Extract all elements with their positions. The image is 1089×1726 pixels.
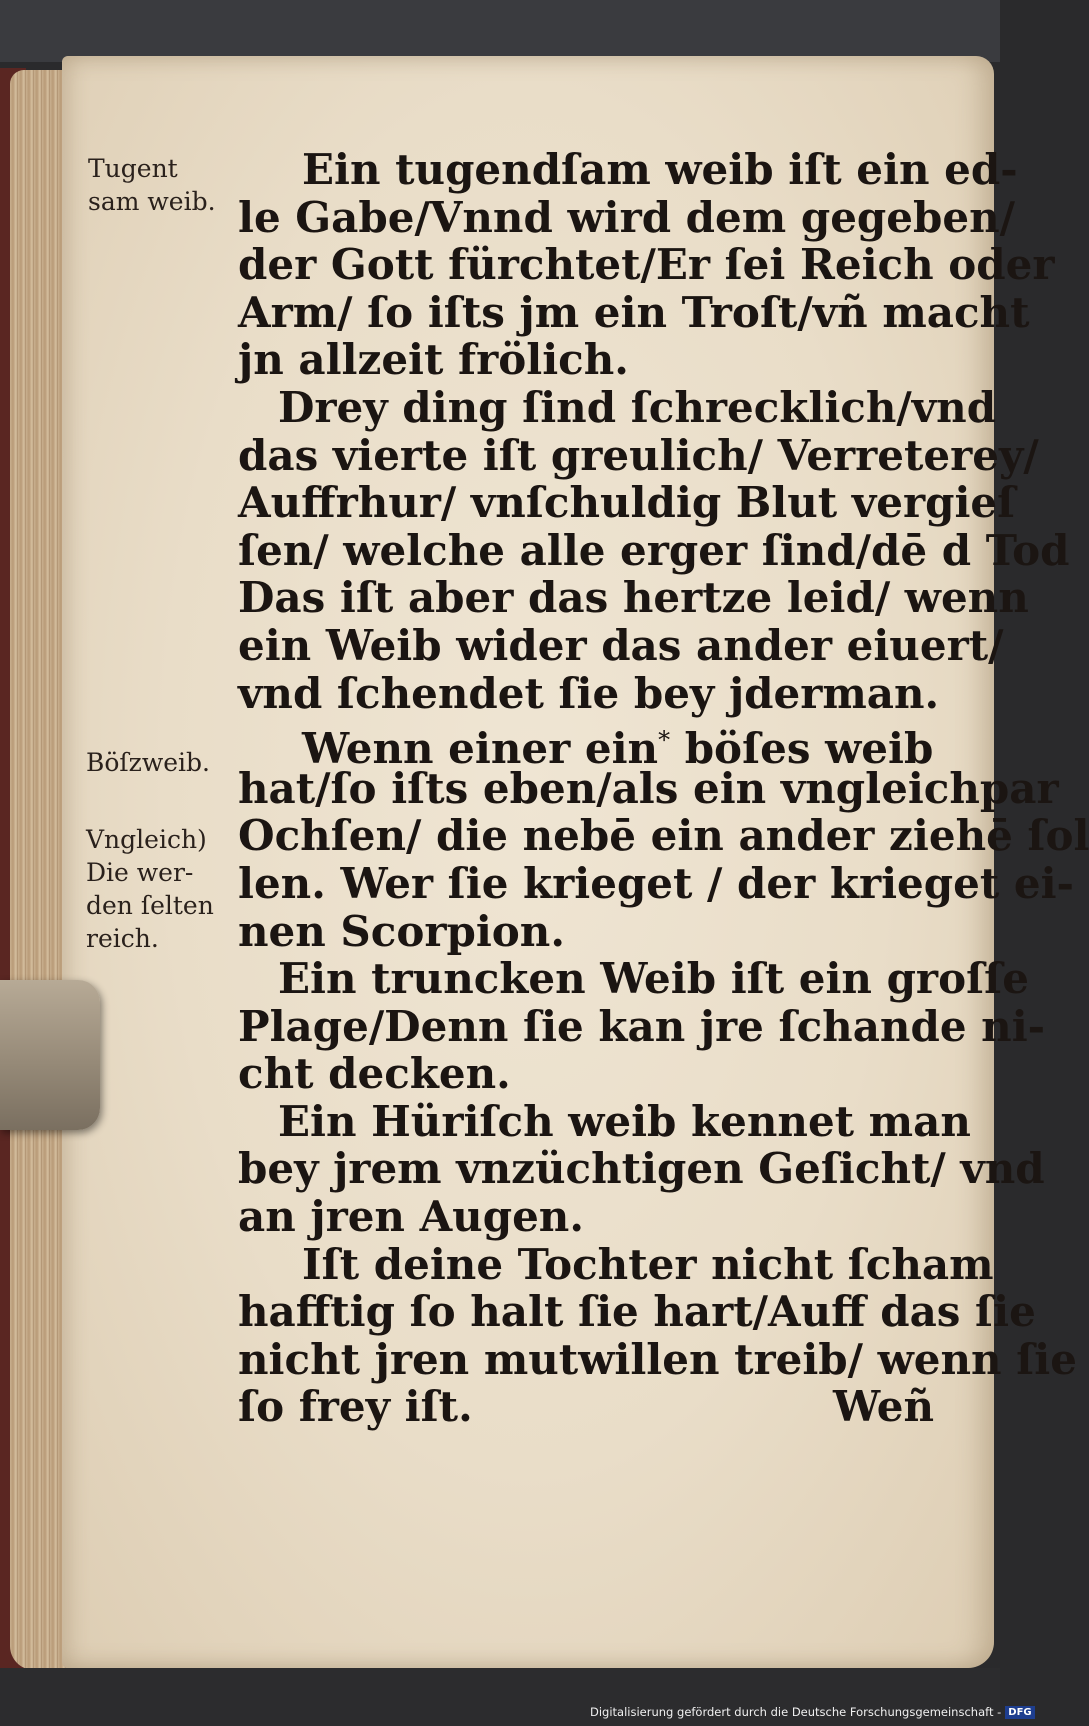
text-line: Ein tugendſam weib iſt ein ed- bbox=[302, 145, 1018, 194]
text-line: Arm/ ſo iſts jm ein Troſt/vñ macht bbox=[238, 287, 1030, 337]
text-line: nen Scorpion. bbox=[238, 906, 565, 956]
text-line: das vierte iſt greulich/ Verreterey/ bbox=[238, 430, 1039, 480]
marginal-line: Die wer- bbox=[86, 858, 194, 887]
text-segment: ſo frey iſt. bbox=[238, 1382, 473, 1432]
text-line: Das iſt aber das hertze leid/ wenn bbox=[238, 573, 1029, 623]
text-line: Ein truncken Weib iſt ein groſſe bbox=[278, 954, 1029, 1004]
text-line: Ein Hüriſch weib kennet man bbox=[278, 1096, 971, 1146]
marginal-note-tugent bbox=[88, 152, 216, 218]
text-segment: Wenn einer ein bbox=[302, 724, 659, 774]
marginal-line: Vngleich) bbox=[86, 825, 207, 854]
text-line: le Gabe/Vnnd wird dem gegeben/ bbox=[238, 192, 1015, 242]
footer-credit bbox=[590, 1705, 1035, 1719]
marginal-note-ungleich bbox=[86, 823, 214, 955]
text-line: hafftig ſo halt ſie hart/Auff das ſie bbox=[238, 1287, 1036, 1337]
text-line: cht decken. bbox=[238, 1049, 511, 1099]
text-line: ein Weib wider das ander eiuert/ bbox=[238, 620, 1004, 670]
marginal-line: den ſelten bbox=[86, 891, 214, 920]
text-line bbox=[238, 1383, 938, 1431]
text-line bbox=[238, 717, 938, 774]
text-segment: böſes weib bbox=[684, 724, 934, 774]
text-line: Plage/Denn ſie kan jre ſchande ni- bbox=[238, 1001, 1046, 1051]
text-line: len. Wer ſie krieget / der krieget ei- bbox=[238, 858, 1074, 908]
page-clip bbox=[0, 980, 100, 1130]
text-line: Auffrhur/ vnſchuldig Blut vergieſ bbox=[238, 478, 1016, 528]
marginal-line: Böſzweib. bbox=[86, 748, 210, 777]
marginal-line: sam weib. bbox=[88, 187, 216, 216]
text-line: Drey ding ſind ſchrecklich/vnd bbox=[278, 382, 997, 432]
text-line: jn allzeit frölich. bbox=[238, 335, 629, 385]
text-line: bey jrem vnzüchtigen Geſicht/ vnd bbox=[238, 1144, 1045, 1194]
text-line: Ochſen/ die nebē ein ander ziehē ſol bbox=[238, 811, 1089, 861]
text-line: nicht jren mutwillen treib/ wenn ſie bbox=[238, 1334, 1077, 1384]
text-line: ſen/ welche alle erger ſind/dē d Tod bbox=[238, 525, 1070, 575]
text-line: Iſt deine Tochter nicht ſcham bbox=[302, 1239, 994, 1289]
footnote-mark: * bbox=[658, 726, 671, 755]
text-line: hat/ſo iſts eben/als ein vngleichpar bbox=[238, 763, 1059, 813]
catchword: Weñ bbox=[833, 1382, 935, 1432]
top-background bbox=[0, 0, 1000, 62]
marginal-line: Tugent bbox=[88, 154, 178, 183]
body-text bbox=[238, 145, 1089, 1432]
footer-credit-text: Digitalisierung gefördert durch die Deutsche Forschungsgemeinschaft - bbox=[590, 1705, 1002, 1719]
text-line: der Gott fürchtet/Er ſei Reich oder bbox=[238, 240, 1055, 290]
marginal-note-boes bbox=[86, 746, 210, 779]
text-line: an jren Augen. bbox=[238, 1192, 584, 1242]
marginal-line: reich. bbox=[86, 924, 159, 953]
text-line: vnd ſchendet ſie bey jderman. bbox=[238, 668, 940, 718]
dfg-logo-icon: DFG bbox=[1005, 1706, 1034, 1719]
